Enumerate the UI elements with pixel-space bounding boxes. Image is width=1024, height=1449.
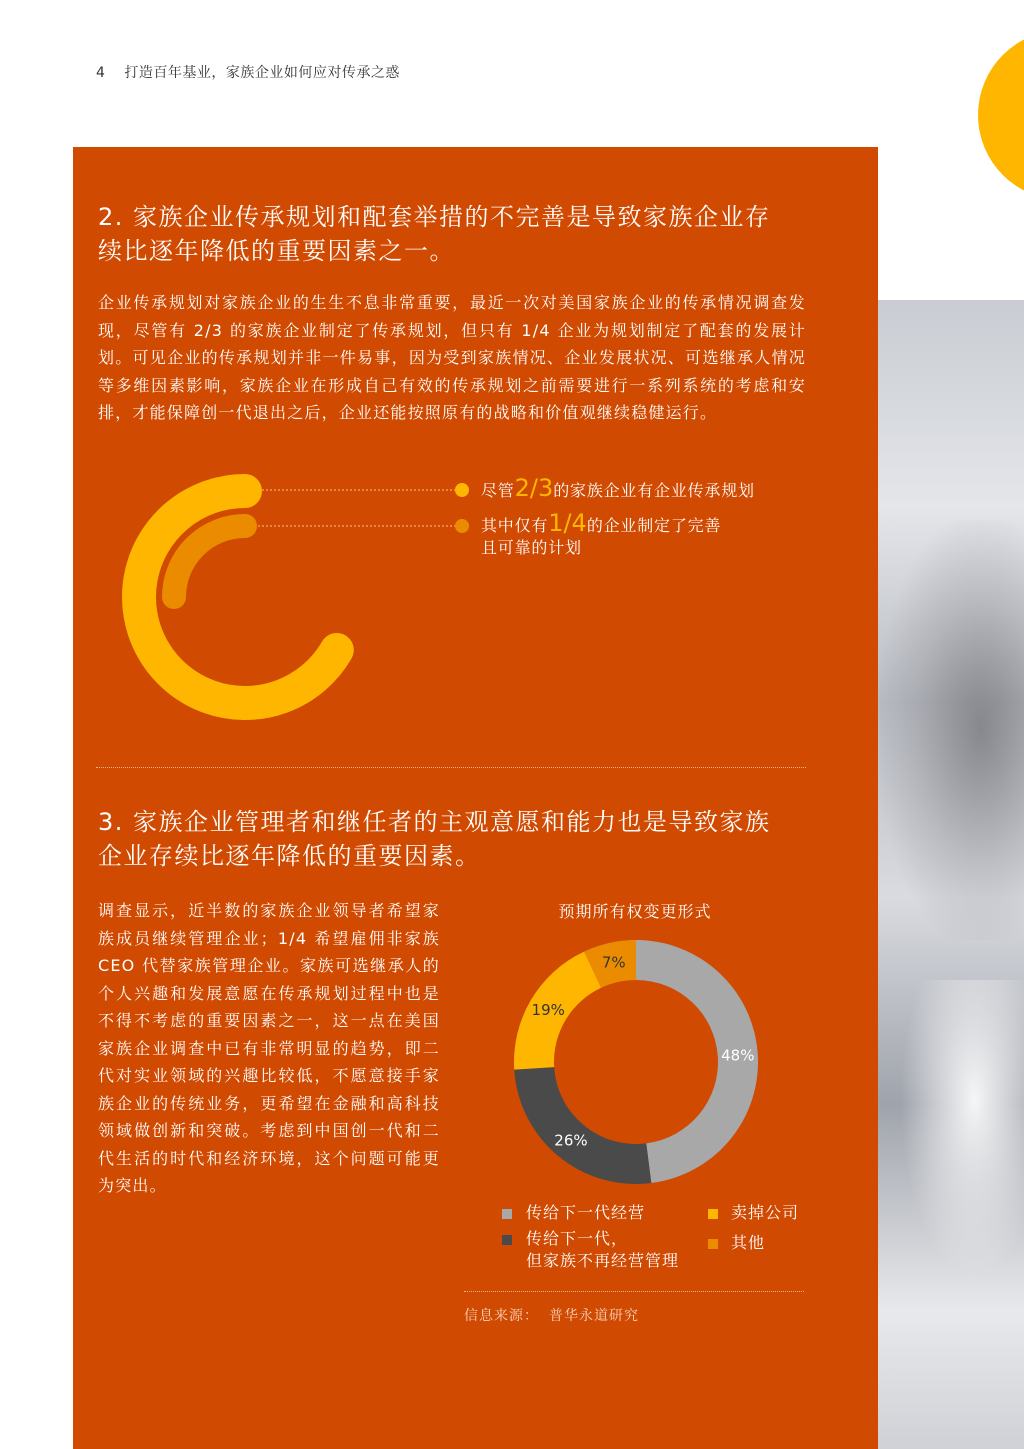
inner-arc-one-quarter [174,526,245,597]
callout1-dot [455,483,469,497]
section3-body: 调查显示，近半数的家族企业领导者希望家族成员继续管理企业；1/4 希望雇佣非家族 CEO 代替家族管理企业。家族可选继承人的个人兴趣和发展意愿在传承规划过程中也是不得不考虑的重要因素之一，这一点在美国家族企业调查中已有非常明显的趋势，即二代对实业领域的兴趣比较低，不愿意接手家族企业的传统业务，更希望在金融和高科技领域做创新和突破。考虑到中国创一代和二代生活的时代和经济环境，这个问题可能更为突出。 [98,901,440,1195]
legend-swatch-yellow [708,1209,718,1219]
page-number: 4 [96,65,106,81]
donut-label-4: 7% [601,953,626,972]
callout2 [481,509,722,559]
legend-item2-line2: 但家族不再经营管理 [526,1251,680,1270]
source-value: 普华永道研究 [549,1308,639,1324]
callout2-post: 的企业制定了完善 [586,516,722,535]
donut-slice-2 [514,1067,651,1184]
callout2-value: 1/4 [548,509,587,537]
chart-title: 预期所有权变更形式 [558,902,712,921]
legend-item-pass-no-manage [526,1228,679,1272]
callout1-value: 2/3 [514,474,554,502]
fraction-arc-chart [100,465,480,735]
donut-label-1: 48% [721,1046,755,1065]
decorative-yellow-circle [978,30,1024,200]
legend-swatch-dark [502,1235,512,1245]
page-header [96,62,400,82]
background-photo-highlight [900,980,1024,1280]
section2-heading [98,200,818,268]
legend-item-other: 其他 [731,1233,766,1252]
section3-heading-line2: 企业存续比逐年降低的重要因素。 [98,842,481,870]
legend-swatch-orange [708,1239,718,1249]
source-note [464,1305,649,1325]
section2-heading-line2: 续比逐年降低的重要因素之一。 [98,237,455,265]
source-divider [464,1291,804,1292]
callout2-pre: 其中仅有 [481,516,549,535]
section2-body: 企业传承规划对家族企业的生生不息非常重要，最近一次对美国家族企业的传承情况调查发现，尽管有 2/3 的家族企业制定了传承规划，但只有 1/4 企业为规划制定了配套的发展计划。可见企业的传承规划并非一件易事，因为受到家族情况、企业发展状况、可选继承人情况等多维因素影响，家族企业在形成自己有效的传承规划之前需要进行一系列系统的考虑和安排，才能保障创一代退出之后，企业还能按照原有的战略和价值观继续稳健运行。 [98,293,806,422]
legend-item-sell: 卖掉公司 [731,1203,800,1222]
section2-heading-line1: 2. 家族企业传承规划和配套举措的不完善是导致家族企业存 [98,203,771,231]
ownership-donut-chart [506,932,766,1192]
callout1 [481,474,755,502]
section3-heading-line1: 3. 家族企业管理者和继任者的主观意愿和能力也是导致家族 [98,808,771,836]
callout1-post: 的家族企业有企业传承规划 [553,481,755,500]
legend-item2-line1: 传给下一代， [526,1229,629,1248]
source-label: 信息来源： [464,1308,539,1324]
section-divider [96,767,806,768]
legend-item-pass-manage: 传给下一代经营 [526,1203,646,1222]
running-title: 打造百年基业，家族企业如何应对传承之惑 [124,65,400,81]
donut-label-2: 26% [554,1131,588,1150]
callout2-dot [455,519,469,533]
donut-label-3: 19% [531,1001,565,1020]
background-photo-shade [880,520,1024,940]
callout1-pre: 尽管 [481,481,515,500]
callout2-line2: 且可靠的计划 [481,538,582,557]
legend-swatch-gray [502,1209,512,1219]
section3-heading [98,805,818,873]
